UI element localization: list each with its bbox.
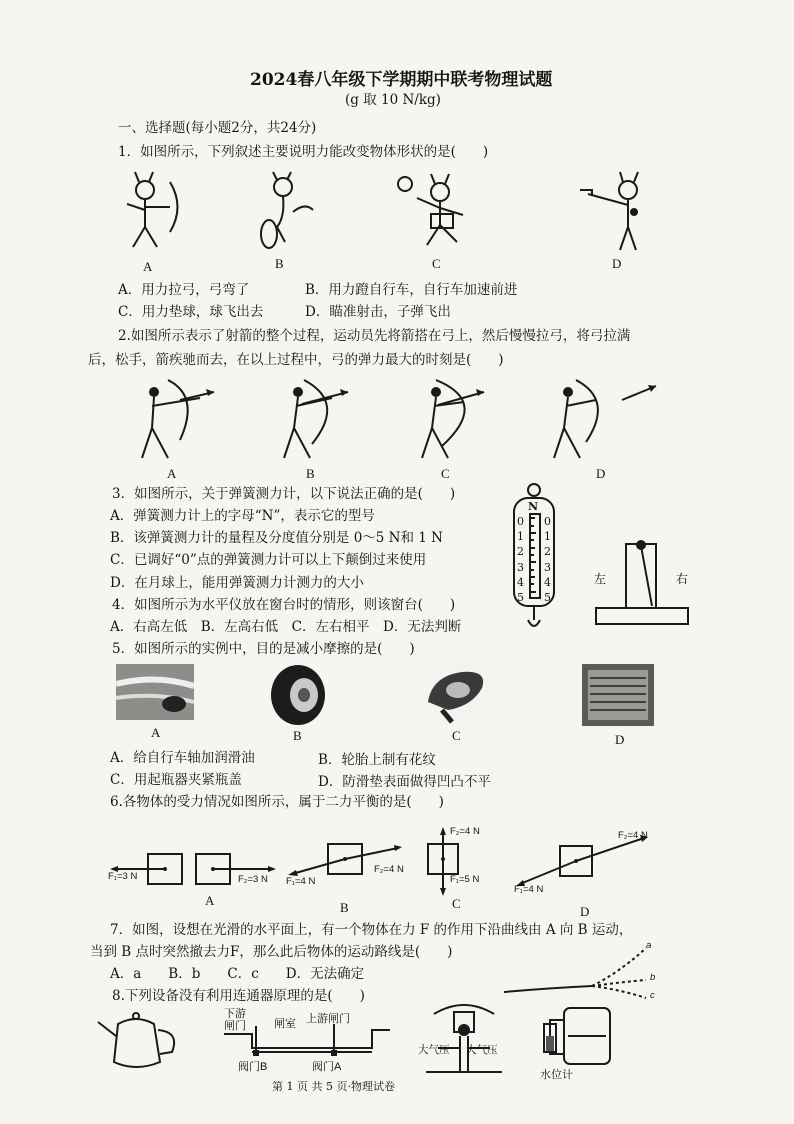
q8-siphon-figure [424,1000,504,1076]
question-3-stem: 3．如图所示，关于弹簧测力计，以下说法正确的是( ) [112,486,456,502]
q8-boiler-water-gauge-figure [538,1000,618,1070]
q5-label-c: C [452,728,461,743]
q6-c-force-1: F₁=5 N [450,874,480,885]
q2-figure-c [420,378,495,463]
level-left-label: 左 [594,572,607,586]
q6-d-force-2: F₂=4 N [618,830,648,841]
q1-option-d: D．瞄准射击，子弹飞出 [305,304,451,320]
question-6-stem: 6.各物体的受力情况如图所示，属于二力平衡的是( ) [110,794,444,810]
q1-figure-volleyball [395,170,485,255]
q3-option-d: D．在月球上，能用弹簧测力计测力的大小 [110,575,364,591]
scale-number: 2 [544,545,551,559]
q1-figure-archer [115,172,185,257]
question-2-line1: 2.如图所示表示了射箭的整个过程，运动员先将箭搭在弓上，然后慢慢拉弓，将弓拉满 [118,328,631,344]
q2-label-b: B [306,466,315,481]
scale-number: 2 [517,545,524,559]
lock-valve-b-label: 阀门B [238,1061,268,1073]
question-2-line2: 后，松手，箭疾驰而去，在以上过程中，弓的弹力最大的时刻是( ) [88,352,504,368]
question-5-stem: 5．如图所示的实例中，目的是减小摩擦的是( ) [112,641,415,657]
q1-option-a: A．用力拉弓，弓弯了 [118,282,250,298]
q2-figure-a [140,378,215,463]
q5-photo-antislip-mat [582,664,654,726]
scale-number: 1 [517,530,524,544]
q6-label-d: D [580,904,590,919]
spring-scale-figure [508,482,560,632]
q6-b-force-1: F₁=4 N [286,876,316,887]
q7-path-a: a [646,940,652,951]
lock-downstream-label: 下游 [224,1008,246,1020]
q1-option-b: B．用力蹬自行车，自行车加速前进 [305,282,518,298]
scale-number: 0 [544,515,551,528]
q2-label-d: D [596,466,606,481]
q1-figure-cyclist [255,172,315,257]
q6-label-b: B [340,900,349,915]
lock-chamber-label: 闸室 [274,1018,296,1030]
scale-numbers-right [544,514,551,605]
q1-label-a: A [143,259,153,274]
scale-number: 5 [544,591,551,605]
q2-figure-b [282,378,357,463]
q5-photo-bottle-opener [422,662,498,724]
q6-c-force-2: F₂=4 N [450,826,480,837]
q6-a-force-1: F₁=3 N [108,871,138,882]
level-right-label: 右 [676,572,689,586]
page-footer: 第 1 页 共 5 页·物理试卷 [272,1080,395,1093]
q7-path-figure [500,942,660,1006]
scale-number: 1 [544,530,551,544]
scale-number: 3 [517,560,524,574]
section-heading: 一、选择题(每小题2分，共24分) [118,120,317,136]
q5-option-a: A．给自行车轴加润滑油 [110,750,255,766]
q1-option-c: C．用力垫球，球飞出去 [118,304,264,320]
scale-number: 3 [544,560,551,574]
q6-d-force-1: F₁=4 N [514,884,544,895]
scale-number: 5 [517,591,524,605]
q6-label-c: C [452,896,461,911]
q5-option-d: D．防滑垫表面做得凹凸不平 [318,774,491,790]
q8-teapot-figure [96,1006,182,1072]
q6-a-force-2: F₂=3 N [238,874,268,885]
q4-options: A．右高左低 B．左高右低 C．左右相平 D．无法判断 [110,619,462,635]
q5-option-c: C．用起瓶器夹紧瓶盖 [110,772,242,788]
q7-path-b: b [650,972,656,983]
q5-label-a: A [151,725,161,740]
scale-number: 4 [517,575,524,589]
page-subtitle: (g 取 10 N/kg) [345,92,441,108]
q5-label-b: B [293,728,302,743]
q2-label-c: C [441,466,450,481]
page-title: 2024春八年级下学期期中联考物理试题 [250,70,553,90]
q1-label-c: C [432,256,441,271]
scale-numbers-left [517,514,524,605]
q3-option-b: B．该弹簧测力计的量程及分度值分别是 0～5 N和 1 N [110,530,443,546]
q5-photo-tire [268,664,328,726]
scale-unit: N [528,500,539,513]
q1-label-b: B [275,256,284,271]
q5-photo-bike-axle [116,664,194,720]
q7-path-c: c [650,990,655,1001]
q6-label-a: A [205,893,215,908]
q5-option-b: B．轮胎上制有花纹 [318,752,436,768]
question-7-line1: 7．如图，设想在光滑的水平面上，有一个物体在力 F 的作用下沿曲线由 A 向 B 运动， [110,922,633,938]
scale-number: 4 [544,575,551,589]
q7-options: A．a B．b C．c D．无法确定 [110,966,365,982]
lock-gate-label: 闸门 [224,1020,246,1032]
q1-label-d: D [612,256,622,271]
question-1-stem: 1．如图所示，下列叙述主要说明力能改变物体形状的是( ) [118,144,489,160]
q5-label-d: D [615,732,625,747]
lock-valve-a-label: 阀门A [312,1061,342,1073]
lock-upstream-gate-label: 上游闸门 [306,1013,350,1025]
q2-figure-d [552,378,662,463]
scale-number: 0 [517,515,524,528]
question-8-stem: 8.下列设备没有利用连通器原理的是( ) [112,988,365,1004]
q3-option-c: C．已调好“0”点的弹簧测力计可以上下颠倒过来使用 [110,552,427,568]
q2-label-a: A [167,466,177,481]
atmospheric-pressure-left: 大气压 [418,1044,450,1056]
q3-option-a: A．弹簧测力计上的字母“N”，表示它的型号 [110,508,375,524]
q6-b-force-2: F₂=4 N [374,864,404,875]
question-4-stem: 4．如图所示为水平仪放在窗台时的情形，则该窗台( ) [112,597,456,613]
water-gauge-label: 水位计 [540,1069,573,1081]
atmospheric-pressure-right: 大气压 [466,1044,498,1056]
q1-figure-shooter [578,172,658,257]
question-7-line2: 当到 B 点时突然撤去力F，那么此后物体的运动路线是( ) [90,944,453,960]
